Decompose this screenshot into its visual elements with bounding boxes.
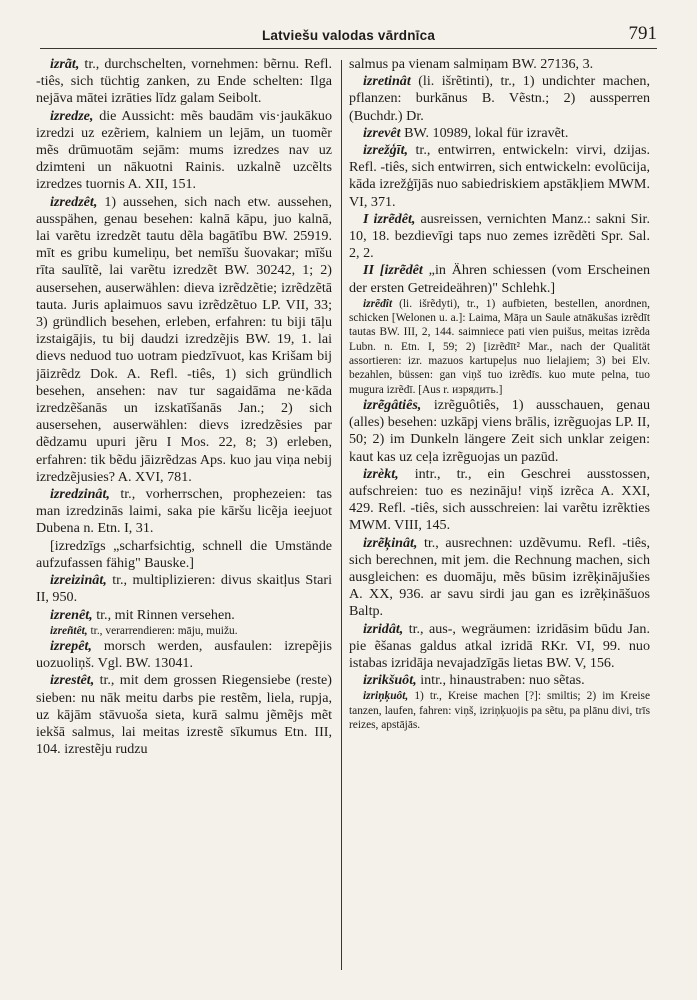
entry-text: tr., multiplizieren: divus skaitļus Stari II, 950. [36, 572, 332, 606]
dictionary-entry [36, 108, 332, 194]
dictionary-entry [349, 535, 650, 621]
page-header [40, 22, 657, 49]
dictionary-entry [349, 397, 650, 466]
page-number: 791 [628, 23, 657, 44]
entry-text: die Aussicht: mẽs baudām vis·jaukākuo izredzi uz ezẽriem, kalniem un lejām, un tuomẽr mẽs drūmuotām sejām: mums izredzes nav uz dzimteni un nākuotni Rainis. uzkalnẽ uzcẽlts izredzes tuornis A. XII, 151. [36, 107, 332, 193]
dictionary-entry [36, 486, 332, 538]
dictionary-entry [36, 56, 332, 108]
entry-headword: izredzêt, [50, 193, 98, 210]
entry-text: tr., verarrendieren: māju, muižu. [87, 624, 238, 637]
entry-headword: izrepêt, [50, 638, 92, 654]
column-divider [341, 60, 342, 970]
dictionary-entry [349, 689, 650, 732]
entry-headword: izrẽgâtiês, [363, 396, 422, 413]
dictionary-entry [349, 621, 650, 673]
entry-headword: izreizinât, [50, 572, 107, 589]
dictionary-entry [349, 672, 650, 689]
dictionary-entry [349, 56, 650, 73]
running-title: Latviešu valodas vārdnīca [261, 28, 436, 43]
entry-text: tr., durchschelten, vornehmen: bẽrnu. Refl. -tiês, sich tüchtig zanken, zu Ende schelten: Ilga nejāva mātei izrāties līdz galam Seibolt. [36, 56, 332, 107]
entry-text: morsch werden, ausfaulen: izrepẽjis uozuoliņš. Vgl. BW. 13041. [36, 638, 332, 672]
entry-headword: izredze, [50, 107, 94, 124]
entry-text: intr., tr., ein Geschrei ausstossen, aufschreien: tuo es nezināju! viņš izrẽca A. XXI, 429. Refl. -tiês, sich ausschreien: lai varẽtu izrẽkties MWM. VIII, 145. [349, 465, 650, 534]
entry-headword: izredzinât, [50, 486, 110, 503]
left-column [36, 56, 332, 986]
entry-headword: izriņķuôt, [363, 690, 409, 703]
entry-text: (li. išrẽdyti), tr., 1) aufbieten, bestellen, anordnen, schicken [Welonen u. a.]: Laima, Māŗa un Saule atnākušas izrẽdīt tautas BW. III, 2, 144. saimniece pati vien puišus, meitas izrẽda Lubn. n. Etn. I, 59; 2) [izrẽdīt² Mar., nach der Qualität assortieren: izr. mazuos kartupeļus nuo lielajiem; 3) bei Elv. bezahlen, büssen: gan viņš tuo izrẽdīs. kuo mute pelna, tuo mugura izrẽdī. [Aus r. изрядить.] [349, 297, 650, 396]
entry-headword: izrikšuôt, [363, 672, 417, 689]
dictionary-entry [36, 624, 332, 638]
entry-text: tr., vorherrschen, prophezeien: tas man izredzinās laimi, saka pie kāršu licẽja ieejuot Dubena n. Etn. I, 31. [36, 486, 332, 537]
entry-text: (li. išrẽtinti), tr., 1) undichter machen, pflanzen: burkānus B. Vẽstn.; 2) aussperren (Buchdr.) Dr. [349, 73, 650, 124]
entry-headword: izrevêt [363, 124, 401, 141]
entry-text: salmus pa vienam salmiņam BW. 27136, 3. [349, 56, 594, 72]
entry-headword: izrèkt, [363, 465, 399, 482]
dictionary-entry [349, 297, 650, 397]
entry-text: BW. 10989, lokal für izravẽt. [400, 124, 569, 141]
entry-headword: izretinât [363, 73, 411, 90]
dictionary-entry [36, 672, 332, 758]
entry-text: tr., mit dem grossen Riegensiebe (reste) sieben: nu nāk meitu darbs pie restẽm, liela, rupja, uz kājām stāvuoša sieta, kurā salmu jẽmẽjs mẽt iekšā salmus, lai meitas izrestẽ sīkumus Etn. III, 104. izrestẽju rudzu [36, 672, 332, 758]
entry-text: 1) tr., Kreise machen [?]: smiltis; 2) im Kreise tanzen, laufen, fahren: viņš, izriņķuojis pa sẽtu, pa plānu divi, trīs reizes, apstājās. [349, 690, 650, 731]
entry-text: [izredzīgs „scharfsichtig, schnell die Umstände aufzufassen fähig" Bauske.] [36, 537, 332, 571]
entry-text: 1) aussehen, sich nach etw. aussehen, ausspähen, genau besehen: kalnā kāpu, juo kalnā, lai varẽtu izredzẽt tautu dẽla bagātību BW. 25919. mīt es gribu kumeliņu, bet nemīšu šuovakar; mīšu rīta saulītẽ, lai varẽtu izredzẽt BW. 30242, 1; 2) ausersehen, auserwählen: dieva izrẽdzẽtie; izrẽdzẽtā tauta. Juris aplaimuos savu izrẽdzẽtuo LP. VII, 33; 3) gründlich besehen, erleben, erfahren: tu biji tāļu izstaigājis, tu bij daudzi izredzẽjis BW. 19, 1. lai dievs neduod tuo uotram piedzīvuot, kas Krišam bij jāizrẽdz Dok. A. Refl. -tiês, 1) sich gründlich besehen, ansehen: nav tur sagaidāma ne·kāda izredzẽšanās un izskatīšanās Jan.; 2) sich ausersehen, auserwählen: dievs izredzẽsies par dẽdzamu upuri jẽru I Mos. 22, 8; 3) erleben, erfahren: tik bẽdu jāizrẽdzas Aps. kuo jau viņa nebij izredzẽjusies? A. XVI, 781. [36, 193, 332, 485]
dictionary-entry [349, 466, 650, 535]
entry-headword: izridât, [363, 620, 404, 637]
dictionary-entry [36, 638, 332, 672]
entry-headword: izrẽdît [363, 297, 393, 310]
entry-text: tr., entwirren, entwickeln: virvi, dzijas. Refl. -tiês, sich entwirren, sich entwickeln: evolūcija, kāda izrežģījās nuo sabiedriskiem apstākļiem MWM. VI, 371. [349, 142, 650, 210]
entry-text: intr., hinaustraben: nuo sẽtas. [416, 672, 585, 689]
right-column [349, 56, 650, 986]
entry-text: tr., ausrechnen: uzdẽvumu. Refl. -tiês, sich berechnen, mit jem. die Rechnung machen, sich ausgleichen: es duomāju, mẽs būsim izrẽķinājušies A. XX, 936. ar savu sirdi jau gan es izrẽķināšuos Baltp. [349, 534, 650, 620]
entry-text: „in Ähren schiessen (vom Erscheinen der ersten Getreideähren)" Schlehk.] [349, 262, 650, 296]
dictionary-entry [36, 194, 332, 486]
dictionary-entry [349, 262, 650, 296]
dictionary-entry [349, 125, 650, 142]
dictionary-entry [36, 607, 332, 624]
entry-text: ausreissen, vernichten Manz.: sakni Sir. 10, 18. bezdievīgi taps nuo zemes izrẽdẽti Spr. Sal. 2, 2. [349, 210, 650, 262]
entry-text: izrẽguôtiês, 1) ausschauen, genau (alles) besehen: uzkāpj viens brālis, izrẽguojas LP. II, 50; 2) im Dunkeln längere Zeit sich unklar zeigen: kaut kas uz ceļa izrẽguojas un pazūd. [349, 396, 650, 465]
dictionary-entry [349, 211, 650, 263]
entry-headword: izrãt, [50, 56, 80, 72]
dictionary-entry [36, 572, 332, 606]
dictionary-entry [349, 142, 650, 211]
entry-text: tr., mit Rinnen versehen. [92, 606, 235, 623]
entry-headword: izreñtêt, [50, 624, 88, 637]
entry-headword: izrestêt, [50, 672, 95, 689]
entry-headword: izrẽķinât, [363, 534, 418, 551]
entry-text: tr., aus-, wegräumen: izridāsim būdu Jan. pie ẽšanas galdus atkal izridā RKr. VI, 99. nuo istabas izridāja nevajadzīgās lietas BW. V, 156. [349, 620, 650, 671]
entry-headword: izrežģīt, [363, 142, 409, 159]
entry-headword: izrenêt, [50, 606, 93, 623]
dictionary-entry [349, 73, 650, 125]
dictionary-entry [36, 538, 332, 572]
entry-headword: II [izrẽdêt [363, 262, 423, 279]
entry-headword: I izrẽdêt, [363, 210, 416, 227]
